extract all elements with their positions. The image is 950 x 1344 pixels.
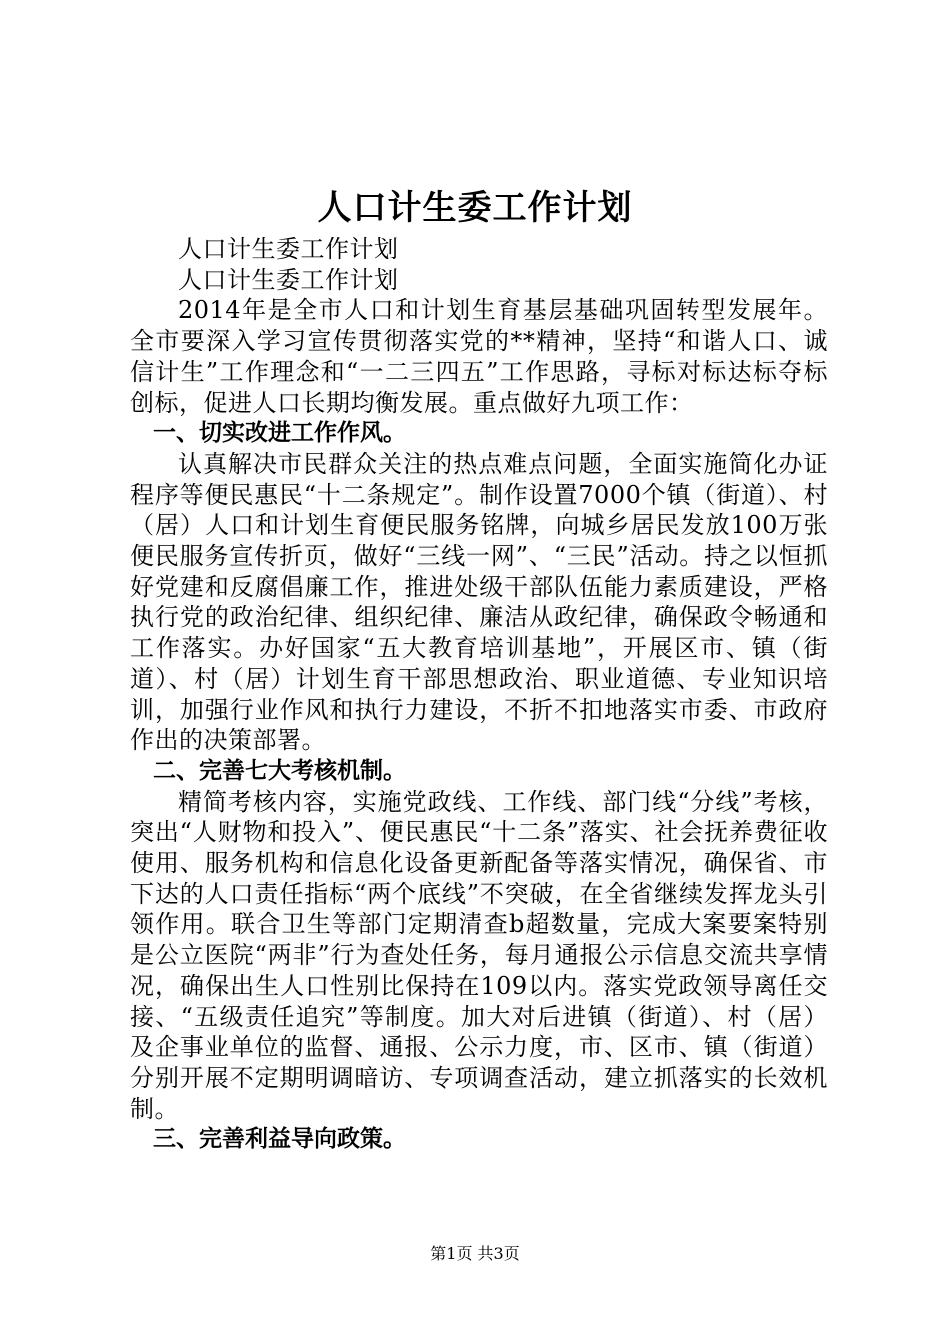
subtitle-line-1: 人口计生委工作计划 — [178, 235, 399, 263]
document-title: 人口计生委工作计划 — [317, 188, 633, 228]
section-body-1: 认真解决市民群众关注的热点难点问题，全面实施简化办证程序等便民惠民“十二条规定”。制作设置7000个镇（街道）、村（居）人口和计划生育便民服务铭牌，向城乡居民发放100万张便民服务宣传折页，做好“三线一网”、“三民”活动。持之以恒抓好党建和反腐倡廉工作，推进处级干部队伍能力素质建设，严格执行党的政治纪律、组织纪律、廉洁从政纪律，确保政令畅通和工作落实。办好国家“五大教育培训基地”，开展区市、镇（街道）、村（居）计划生育干部思想政治、职业道德、专业知识培训，加强行业作风和执行力建设，不折不扣地落实市委、市政府作出的决策部署。 — [130, 449, 828, 755]
page-number-footer: 第1页 共3页 — [430, 1244, 520, 1263]
section-heading-2: 二、完善七大考核机制。 — [153, 757, 406, 784]
subtitle-line-2: 人口计生委工作计划 — [178, 265, 399, 294]
section-body-2: 精简考核内容，实施党政线、工作线、部门线“分线”考核，突出“人财物和投入”、便民惠民“十二条”落实、社会抚养费征收使用、服务机构和信息化设备更新配备等落实情况，确保省、市下达的人口责任指标“两个底线”不突破，在全省继续发挥龙头引领作用。联合卫生等部门定期清查b超数量，完成大案要案特别是公立医院“两非”行为查处任务，每月通报公示信息交流共享情况，确保出生人口性别比保持在109以内。落实党政领导离任交接、“五级责任追究”等制度。加大对后进镇（街道）、村（居）及企事业单位的监督、通报、公示力度，市、区市、镇（街道）分别开展不定期明调暗访、专项调查活动，建立抓落实的长效机制。 — [130, 787, 828, 1123]
section-heading-3: 三、完善利益导向政策。 — [153, 1126, 406, 1153]
document-body — [130, 234, 828, 1155]
section-heading-1: 一、切实改进工作作风。 — [153, 420, 406, 447]
intro-paragraph: 2014年是全市人口和计划生育基层基础巩固转型发展年。全市要深入学习宣传贯彻落实党的**精神，坚持“和谐人口、诚信计生”工作理念和“一二三四五”工作思路，寻标对标达标夺标创标，促进人口长期均衡发展。重点做好九项工作： — [130, 296, 828, 417]
